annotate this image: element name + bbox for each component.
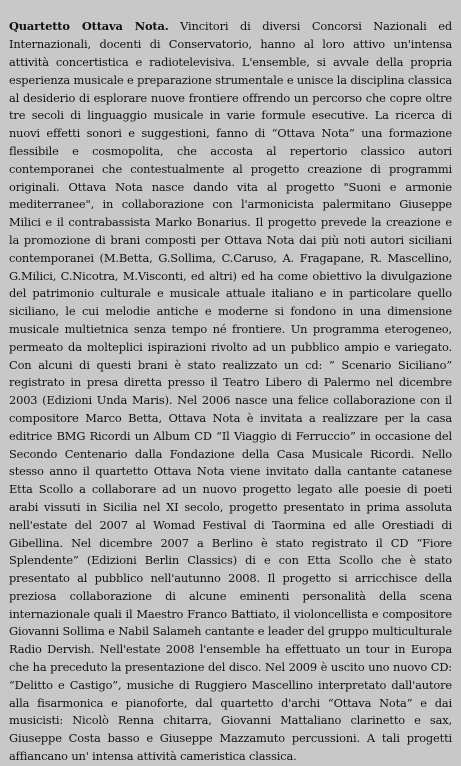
biography-paragraph [9, 18, 452, 765]
document-title: Quartetto Ottava Nota. [9, 19, 169, 34]
biography-text: Vincitori di diversi Concorsi Nazionali ed Internazionali, docenti di Conservatorio, hanno al loro attivo un'intensa attività concertistica e radiotelevisiva. L'ensemble, si avvale della propria esperienza musicale e preparazione strumentale e unisce la disciplina classica al desiderio di esplorare nuove frontiere offrendo un percorso che copre oltre tre secoli di linguaggio musicale in varie formule esecutive. La ricerca di nuovi effetti sonori e suggestioni, fanno di “Ottava Nota” una formazione flessibile e cosmopolita, che accosta al repertorio classico autori contemporanei che contestualmente al progetto creazione di programmi originali. Ottava Nota nasce dando vita al progetto "Suoni e armonie mediterranee", in collaborazione con l'armonicista palermitano Giuseppe Milici e il contrabassista Marko Bonarius. Il progetto prevede la creazione e la promozione di brani composti per Ottava Nota dai più noti autori siciliani contemporanei (M.Betta, G.Sollima, C.Caruso, A. Fragapane, R. Mascellino, G.Milici, C.Nicotra, M.Visconti, ed altri) ed ha come obiettivo la divulgazione del patrimonio culturale e musicale attuale italiano e in particolare quello siciliano, le cui melodie antiche e moderne si fondono in una dimensione musicale multietnica senza tempo né frontiere. Un programma eterogeneo, permeato da molteplici ispirazioni rivolto ad un pubblico ampio e variegato. Con alcuni di questi brani è stato realizzato un cd: ” Scenario Siciliano” registrato in presa diretta presso il Teatro Libero di Palermo nel dicembre 2003 (Edizioni Unda Maris). Nel 2006 nasce una felice collaborazione con il compositore Marco Betta, Ottava Nota è invitata a realizzare per la casa editrice BMG Ricordi un Album CD “Il Viaggio di Ferruccio” in occasione del Secondo Centenario dalla Fondazione della Casa Musicale Ricordi. Nello stesso anno il quartetto Ottava Nota viene invitato dalla cantante catanese Etta Scollo a collaborare ad un nuovo progetto legato alle poesie di poeti arabi vissuti in Sicilia nel XI secolo, progetto presentato in prima assoluta nell'estate del 2007 al Womad Festival di Taormina ed alle Orestiadi di Gibellina. Nel dicembre 2007 a Berlino è stato registrato il CD “Fiore Splendente” (Edizioni Berlin Classics) di e con Etta Scollo che è stato presentato al pubblico nell'autunno 2008. Il progetto si arricchisce della preziosa collaborazione di alcune eminenti personalità della scena internazionale quali il Maestro Franco Battiato, il violoncellista e compositore Giovanni Sollima e Nabil Salameh cantante e leader del gruppo multiculturale Radio Dervish. Nell'estate 2008 l'ensemble ha effettuato un tour in Europa che ha preceduto la presentazione del disco. Nel 2009 è uscito uno nuovo CD: “Delitto e Castigo”, musiche di Ruggiero Mascellino interpretato dall'autore alla fisarmonica e pianoforte, dal quartetto d'archi “Ottava Nota” e dai musicisti: Nicolò Renna chitarra, Giovanni Mattaliano clarinetto e sax, Giuseppe Costa basso e Giuseppe Mazzamuto percussioni. A tali progetti affiancano un' intensa attività cameristica classica. [9, 19, 452, 764]
